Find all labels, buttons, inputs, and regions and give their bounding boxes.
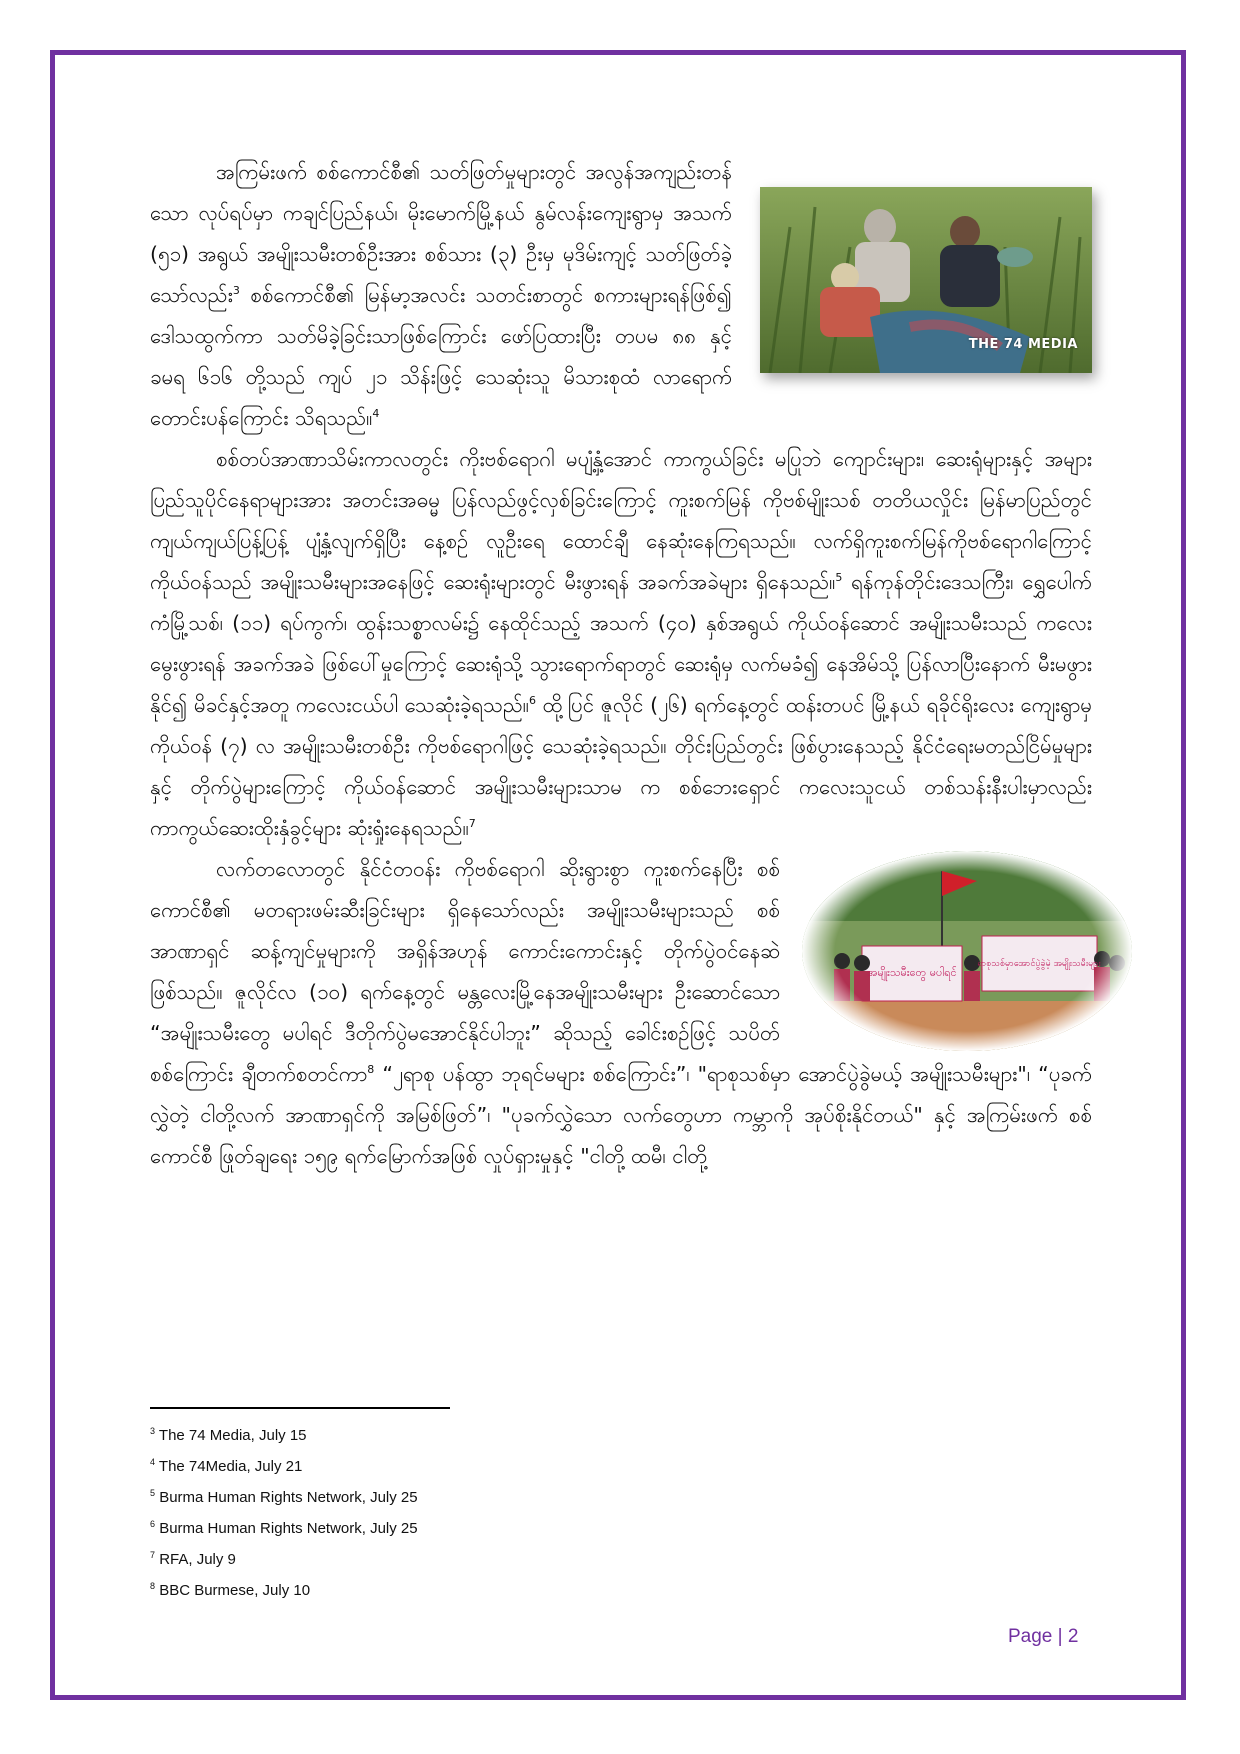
paragraph-3: လက်တလောတွင် နိုင်ငံတဝန်း ကိုဗစ်ရောဂါ ဆိုးရွားစွာ ကူးစက်နေပြီး စစ်ကောင်စီ၏ မတရားဖမ်းဆီးခြင်းများ ရှိနေသော်လည်း အမျိုးသမီးများသည် စစ်အာဏာရှင် ဆန့်ကျင်မှုများကို အရှိန်အဟုန် ကောင်းကောင်းနှင့် တိုက်ပွဲဝင်နေဆဲဖြစ်သည်။ ဇူလိုင်လ (၁၀) ရက်နေ့တွင် မန္တလေးမြို့နေအမျိုးသမီးများ ဦးဆောင်သော “အမျိုးသမီးတွေ မပါရင် ဒီတိုက်ပွဲမအောင်နိုင်ပါဘူး” ဆိုသည့် ခေါင်းစဉ်ဖြင့် သပိတ်စစ်ကြောင်း ချီတက်စတင်ကာ$^8$ “၂ရာစု ပန်ထွာ ဘုရင်မများ စစ်ကြောင်း”၊ "ရာစုသစ်မှာ အောင်ပွဲခွဲမယ့် အမျိုးသမီးများ"၊ “ပုခက်လွှဲတဲ့ ငါတို့လက် အာဏာရှင်ကို အမြစ်ဖြတ်”၊ "ပုခက်လွှဲသော လက်တွေဟာ ကမ္ဘာကို အုပ်စိုးနိုင်တယ်" နှင့် အကြမ်းဖက် စစ်ကောင်စီ ဖြုတ်ချရေး ၁၅၉ ရက်မြောက်အဖြစ် လှုပ်ရှားမှုနှင့် "ငါတို့ ထမီ၊ ငါတို့ [150, 857, 1093, 1168]
footnote-item: $^4$ The 74Media, July 21 [150, 1457, 303, 1475]
footnote-ref: 7 [468, 817, 476, 831]
protest-sign-right: ရာစုသစ်မှာအောင်ပွဲခွဲမဲ့ အမျိုးသမီးများ [977, 959, 1101, 969]
footnote-item: $^7$ RFA, July 9 [150, 1550, 236, 1568]
footnote-ref: 3 [232, 284, 240, 298]
footnote-ref: 5 [835, 571, 843, 585]
protest-sign-left: အမျိုးသမီးတွေ မပါရင် [867, 966, 957, 979]
footnote-ref: 6 [528, 694, 536, 708]
footnote-ref: 4 [372, 407, 380, 421]
footnote-item: $^6$ Burma Human Rights Network, July 25 [150, 1519, 418, 1537]
media-watermark: THE 74 MEDIA [968, 337, 1078, 352]
photo-protest-illustration [802, 851, 1132, 1051]
document-body [150, 152, 1101, 1177]
photo-rescue-scene [760, 187, 1092, 373]
paragraph-1: အကြမ်းဖက် စစ်ကောင်စီ၏ သတ်ဖြတ်မှုများတွင် အလွန်အကျည်းတန်သော လုပ်ရပ်မှာ ကချင်ပြည်နယ်၊ မိုးမောက်မြို့နယ် နွမ်လန်းကျေးရွာမှ အသက် (၅၁) အရွယ် အမျိုးသမီးတစ်ဦးအား စစ်သား (၃) ဦးမှ မုဒိမ်းကျင့် သတ်ဖြတ်ခဲ့သော်လည်း$^3$ စစ်ကောင်စီ၏ မြန်မာ့အလင်း သတင်းစာတွင် စကားများရန်ဖြစ်၍ ဒေါသထွက်ကာ သတ်မိခဲ့ခြင်းသာဖြစ်ကြောင်း ဖော်ပြထားပြီး တပမ ၈၈ နှင့် ခမရ ၆၁၆ တို့သည် ကျပ် ၂၁ သိန်းဖြင့် သေဆုံးသူ မိသားစုထံ လာရောက်တောင်းပန်ကြောင်း သိရသည်။$^4$ [150, 160, 732, 430]
footnote-separator [150, 1407, 450, 1409]
footnote-ref: 8 [367, 1063, 375, 1077]
footnote-item: $^5$ Burma Human Rights Network, July 25 [150, 1488, 418, 1506]
footnote-item: $^3$ The 74 Media, July 15 [150, 1426, 307, 1444]
footnote-item: $^8$ BBC Burmese, July 10 [150, 1581, 311, 1599]
paragraph-2: စစ်တပ်အာဏာသိမ်းကာလတွင်း ကိုးဗစ်ရောဂါ မပျံ့နှံ့အောင် ကာကွယ်ခြင်း မပြုဘဲ ကျောင်းများ၊ ဆေးရုံများနှင့် အများပြည်သူပိုင်နေရာများအား အတင်းအဓမ္မ ပြန်လည်ဖွင့်လှစ်ခြင်းကြောင့် ကူးစက်မြန် ကိုဗစ်မျိုးသစ် တတိယလှိုင်း မြန်မာပြည်တွင် ကျယ်ကျယ်ပြန့်ပြန့် ပျံ့နှံ့လျက်ရှိပြီး နေ့စဉ် လူဦးရေ ထောင်ချီ နေဆုံးနေကြရသည်။ လက်ရှိကူးစက်မြန်ကိုဗစ်ရောဂါကြောင့် ကိုယ်ဝန်သည် အမျိုးသမီးများအနေဖြင့် ဆေးရုံးများတွင် မီးဖွားရန် အခက်အခဲများ ရှိနေသည်။$^5$ ရန်ကုန်တိုင်းဒေသကြီး၊ ရွှေပေါက်ကံမြို့သစ်၊ (၁၁) ရပ်ကွက်၊ ထွန်းသစ္စာလမ်း၌ နေထိုင်သည့် အသက် (၄၀) နှစ်အရွယ် ကိုယ်ဝန်ဆောင် အမျိုးသမီးသည် ကလေးမွေးဖွားရန် အခက်အခဲ ဖြစ်ပေါ်မှုကြောင့် ဆေးရုံသို့ သွားရောက်ရာတွင် ဆေးရုံမှ လက်မခံ၍ နေအိမ်သို့ ပြန်လာပြီးနောက် မီးမဖွားနိုင်၍ မိခင်နှင့်အတူ ကလေးငယ်ပါ သေဆုံးခဲ့ရသည်။$^6$ ထို့ပြင် ဇူလိုင် (၂၆) ရက်နေ့တွင် ထန်းတပင် မြို့နယ် ရခိုင်ရိုးလေး ကျေးရွာမှ ကိုယ်ဝန် (၇) လ အမျိုးသမီးတစ်ဦး ကိုဗစ်ရောဂါဖြင့် သေဆုံးခဲ့ရသည်။ တိုင်းပြည်တွင်း ဖြစ်ပွားနေသည့် နိုင်ငံရေးမတည်ငြိမ်မှုများနှင့် တိုက်ပွဲများကြောင့် ကိုယ်ဝန်ဆောင် အမျိုးသမီးများသာမ က စစ်ဘေးရှောင် ကလေးသူငယ် တစ်သန်းနီးပါးမှာလည်း ကာကွယ်ဆေးထိုးနှံခွင့်များ ဆုံးရှုံးနေရသည်။$^7$ [150, 447, 1092, 840]
page-number: Page | 2 [1008, 1626, 1079, 1647]
footnotes-list [150, 1420, 1050, 1606]
photo-protest-march [802, 851, 1132, 1051]
